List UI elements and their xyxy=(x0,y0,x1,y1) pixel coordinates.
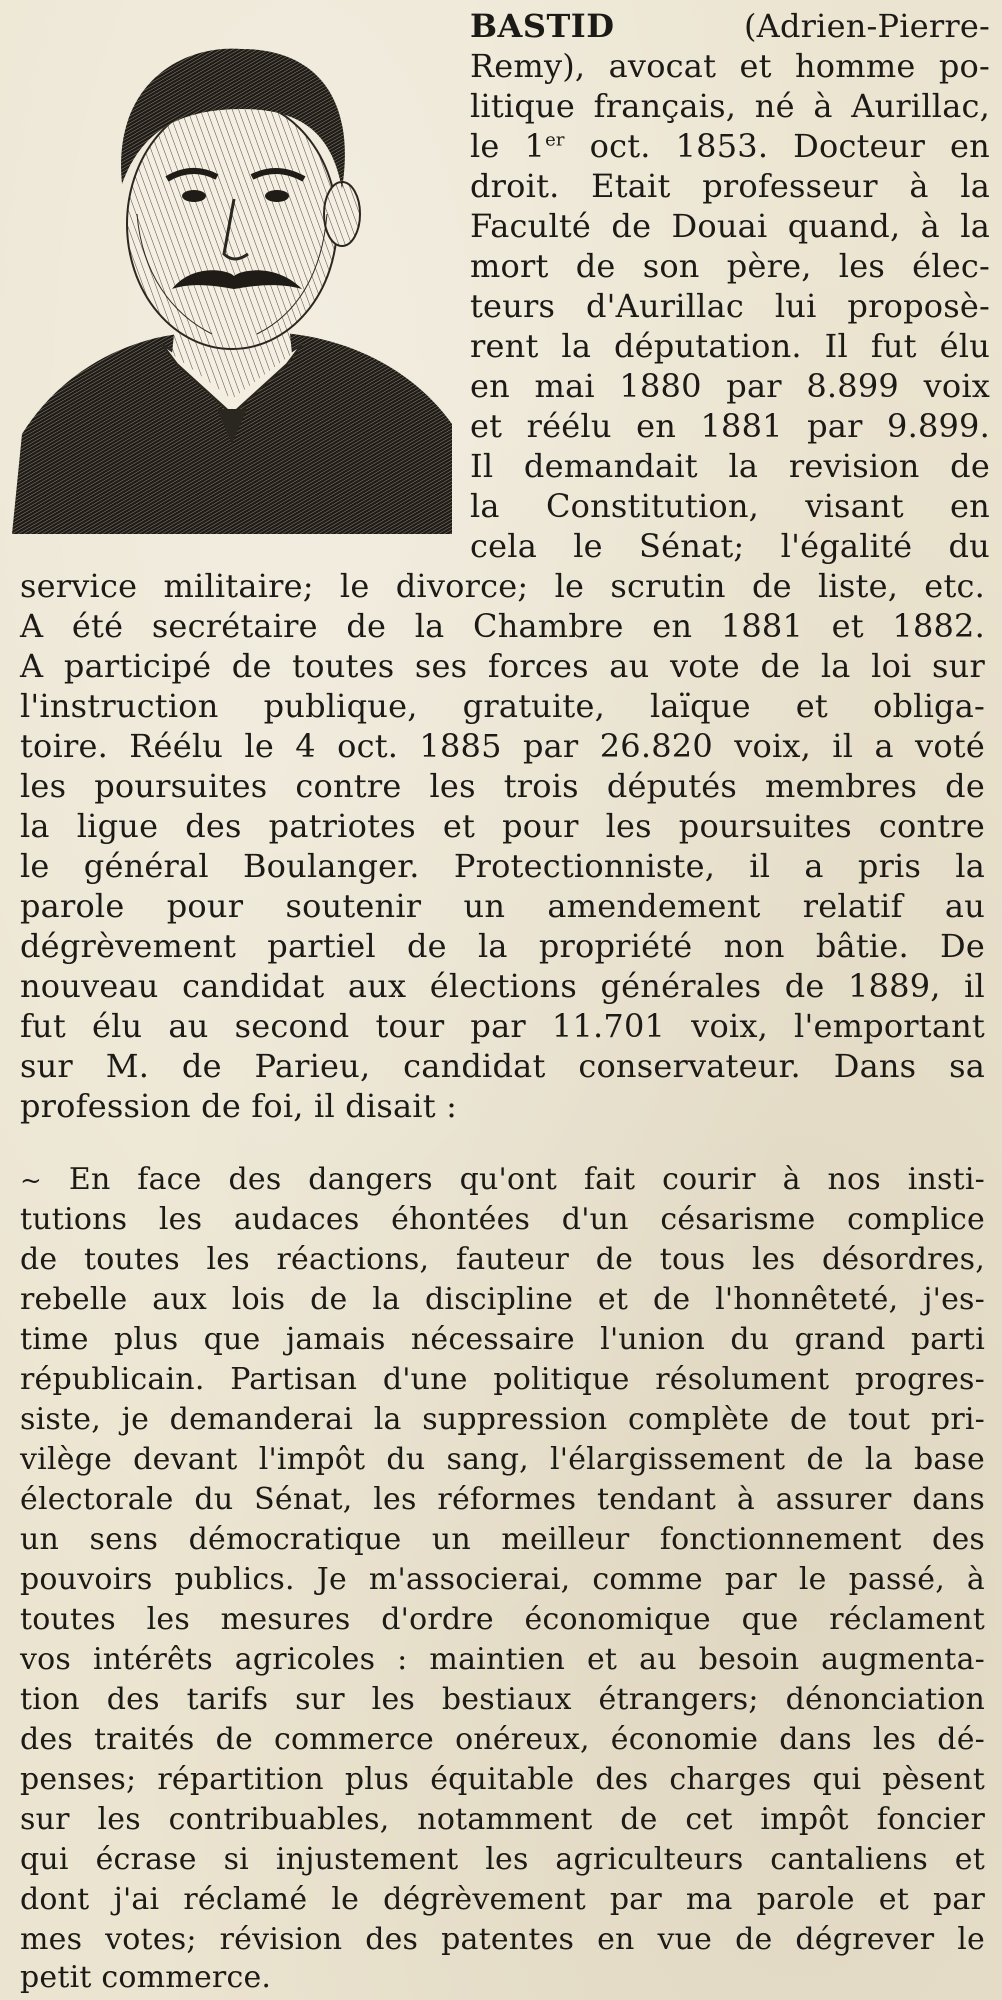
text-line: rent la députation. Il fut élu xyxy=(470,327,990,365)
text-line: dégrèvement partiel de la propriété non bâtie. De xyxy=(20,927,985,965)
text-line: nouveau candidat aux élections générales de 1889, il xyxy=(20,967,985,1005)
quote-line: un sens démocratique un meilleur fonctionnement des xyxy=(20,1522,985,1557)
text-line: les poursuites contre les trois députés membres de xyxy=(20,767,985,805)
text-line: Il demandait la revision de xyxy=(470,447,990,485)
text-line: cela le Sénat; l'égalité du xyxy=(470,527,990,565)
quote-line: de toutes les réactions, fauteur de tous les désordres, xyxy=(20,1242,985,1277)
text-line: litique français, né à Aurillac, xyxy=(470,87,990,125)
quote-marker: ~ xyxy=(20,1166,42,1196)
quote-line: sur les contribuables, notamment de cet impôt foncier xyxy=(20,1802,985,1837)
quote-line-last: petit commerce. xyxy=(20,1960,272,1995)
quote-line: qui écrase si injustement les agriculteurs cantaliens et xyxy=(20,1842,985,1877)
text-line: Faculté de Douai quand, à la xyxy=(470,207,990,245)
entry-heading xyxy=(470,6,990,46)
quote-line: siste, je demanderai la suppression complète de tout pri- xyxy=(20,1402,985,1437)
quote-line-first xyxy=(20,1160,985,1201)
quote-line: vilège devant l'impôt du sang, l'élargissement de la base xyxy=(20,1442,985,1477)
text-line: l'instruction publique, gratuite, laïque et obliga- xyxy=(20,687,985,725)
quote-line: électorale du Sénat, les réformes tendant à assurer dans xyxy=(20,1482,985,1517)
text-line: et réélu en 1881 par 9.899. xyxy=(470,407,990,445)
text-line-birth xyxy=(470,126,990,166)
entry-name-continuation: (Adrien-Pierre- xyxy=(614,7,990,45)
text-line: en mai 1880 par 8.899 voix xyxy=(470,367,990,405)
quote-line: tutions les audaces éhontées d'un césarisme complice xyxy=(20,1202,985,1237)
text-line-last: profession de foi, il disait : xyxy=(20,1087,458,1125)
text-line: A été secrétaire de la Chambre en 1881 et 1882. xyxy=(20,607,985,645)
text-line: le général Boulanger. Protectionniste, il a pris la xyxy=(20,847,985,885)
birth-text: le 1 xyxy=(470,127,546,165)
entry-name: BASTID xyxy=(470,7,615,45)
quote-line: dont j'ai réclamé le dégrèvement par ma parole et par xyxy=(20,1882,985,1917)
birth-text-rest: oct. 1853. Docteur en xyxy=(564,127,990,165)
quote-text: En face des dangers qu'ont fait courir à nos insti- xyxy=(68,1162,985,1197)
text-line: toire. Réélu le 4 oct. 1885 par 26.820 voix, il a voté xyxy=(20,727,985,765)
text-line: sur M. de Parieu, candidat conservateur. Dans sa xyxy=(20,1047,985,1085)
text-line: mort de son père, les élec- xyxy=(470,247,990,285)
quote-line: rebelle aux lois de la discipline et de l'honnêteté, j'es- xyxy=(20,1282,985,1317)
quote-line: tion des tarifs sur les bestiaux étrangers; dénonciation xyxy=(20,1682,985,1717)
portrait-engraving xyxy=(12,14,452,534)
quote-line: penses; répartition plus équitable des charges qui pèsent xyxy=(20,1762,985,1797)
text-line: droit. Etait professeur à la xyxy=(470,167,990,205)
quote-line: time plus que jamais nécessaire l'union du grand parti xyxy=(20,1322,985,1357)
text-line: Remy), avocat et homme po- xyxy=(470,47,990,85)
quote-line: républicain. Partisan d'une politique résolument progres- xyxy=(20,1362,985,1397)
text-line: service militaire; le divorce; le scrutin de liste, etc. xyxy=(20,567,985,605)
text-line: la ligue des patriotes et pour les poursuites contre xyxy=(20,807,985,845)
text-line: fut élu au second tour par 11.701 voix, l'emportant xyxy=(20,1007,985,1045)
birth-superscript: er xyxy=(545,129,565,151)
quote-line: des traités de commerce onéreux, économie dans les dé- xyxy=(20,1722,985,1757)
text-line: A participé de toutes ses forces au vote de la loi sur xyxy=(20,647,985,685)
quote-line: mes votes; révision des patentes en vue de dégrever le xyxy=(20,1922,985,1957)
quote-line: toutes les mesures d'ordre économique que réclament xyxy=(20,1602,985,1637)
text-line: la Constitution, visant en xyxy=(470,487,990,525)
text-line: teurs d'Aurillac lui proposè- xyxy=(470,287,990,325)
quote-line: vos intérêts agricoles : maintien et au besoin augmenta- xyxy=(20,1642,985,1677)
text-line: parole pour soutenir un amendement relatif au xyxy=(20,887,985,925)
quote-line: pouvoirs publics. Je m'associerai, comme par le passé, à xyxy=(20,1562,985,1597)
